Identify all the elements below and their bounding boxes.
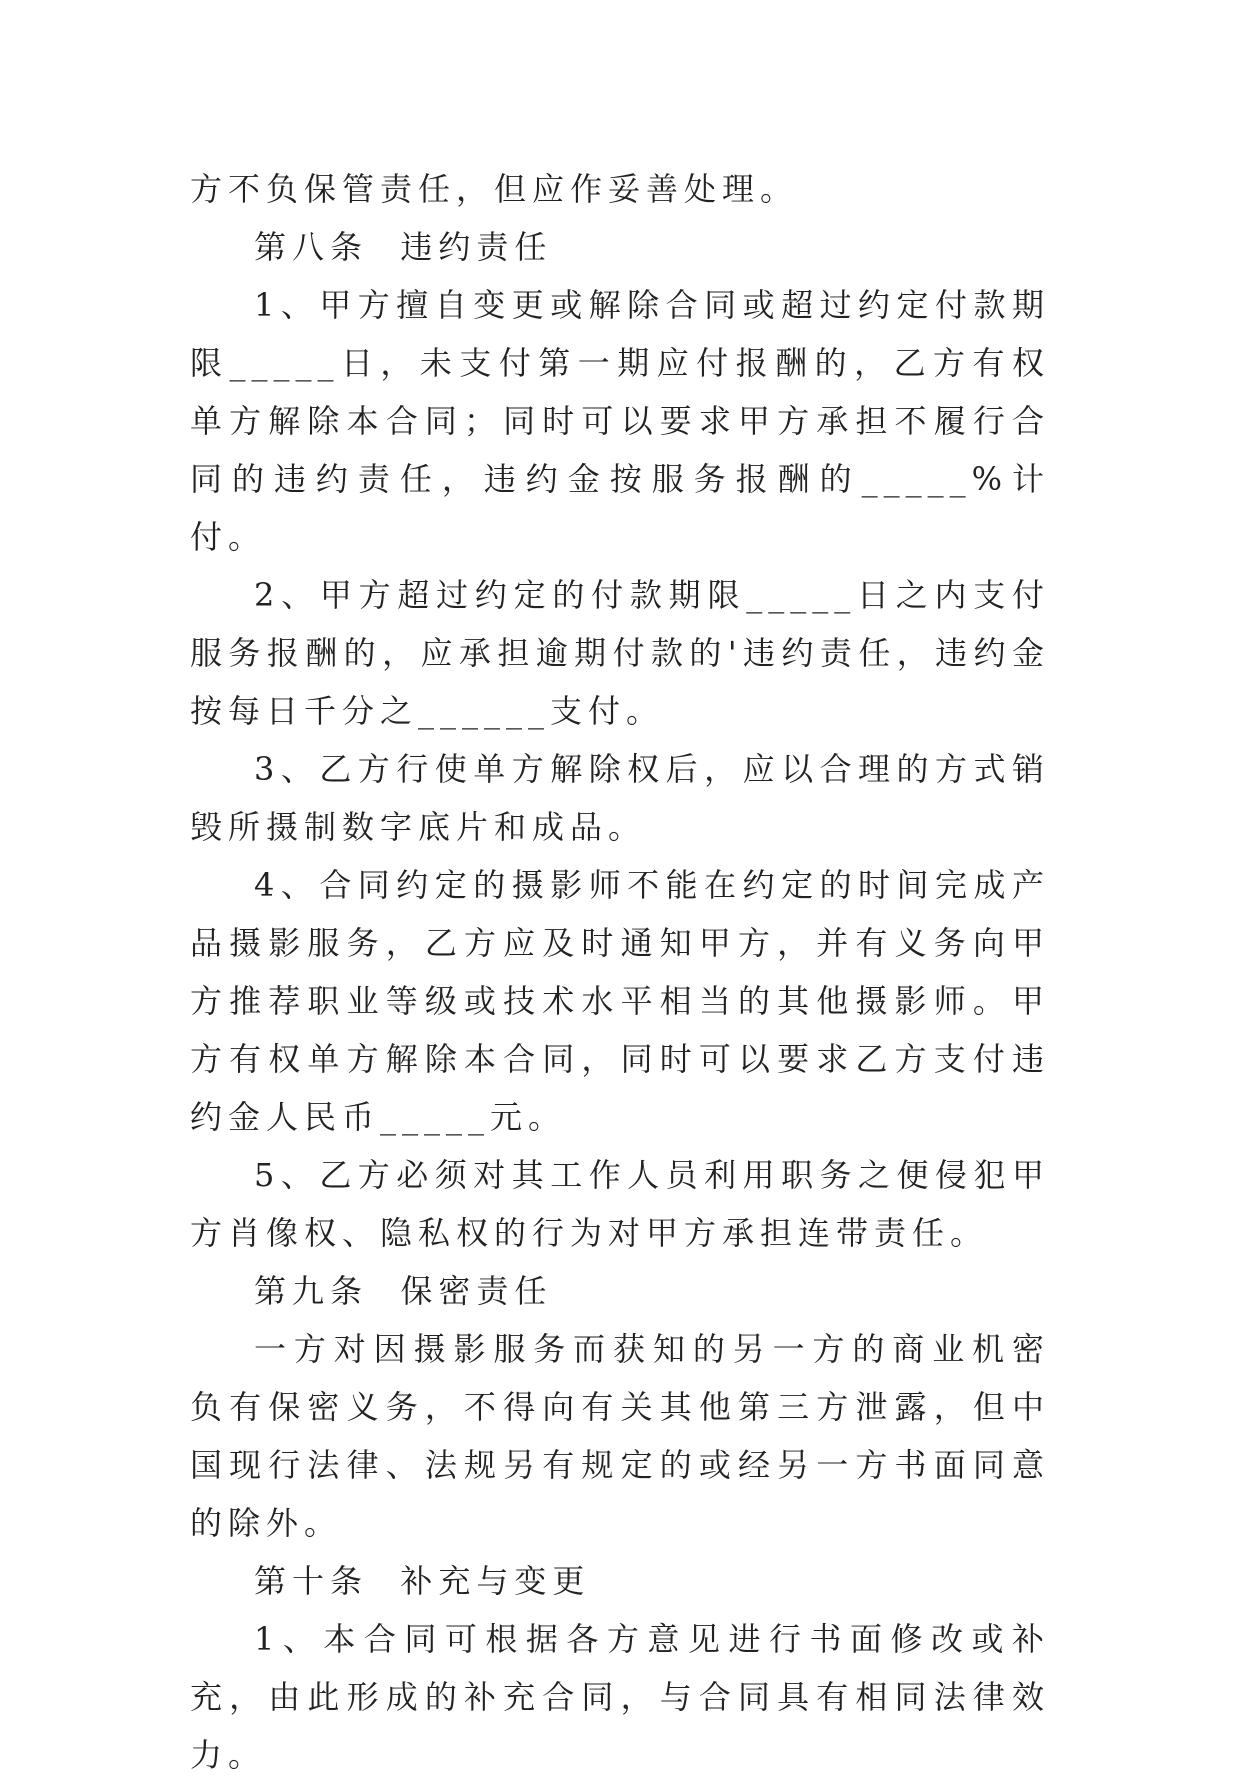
article-8-heading: 第八条 违约责任 [254, 228, 553, 266]
article-9-heading: 第九条 保密责任 [254, 1272, 553, 1310]
article-10-heading: 第十条 补充与变更 [254, 1562, 591, 1600]
article-8-clause-2: 2、甲方超过约定的付款期限_____日之内支付服务报酬的，应承担逾期付款的'违约责任，违约金按每日千分之______支付。 [190, 576, 1050, 730]
article-8-clause-1: 1、甲方擅自变更或解除合同或超过约定付款期限_____日，未支付第一期应付报酬的，乙方有权单方解除本合同；同时可以要求甲方承担不履行合同的违约责任，违约金按服务报酬的_____%计付。 [190, 286, 1050, 556]
article-8-clause-3: 3、乙方行使单方解除权后，应以合理的方式销毁所摄制数字底片和成品。 [190, 750, 1050, 846]
article-8-clause-5: 5、乙方必须对其工作人员利用职务之便侵犯甲方肖像权、隐私权的行为对甲方承担连带责任。 [190, 1156, 1050, 1252]
article-9-body: 一方对因摄影服务而获知的另一方的商业机密负有保密义务，不得向有关其他第三方泄露，但中国现行法律、法规另有规定的或经另一方书面同意的除外。 [190, 1330, 1050, 1542]
article-8-clause-4: 4、合同约定的摄影师不能在约定的时间完成产品摄影服务，乙方应及时通知甲方，并有义务向甲方推荐职业等级或技术水平相当的其他摄影师。甲方有权单方解除本合同，同时可以要求乙方支付违约金人民币_____元。 [190, 866, 1050, 1136]
paragraph-continuation: 方不负保管责任，但应作妥善处理。 [190, 170, 799, 208]
contract-text-body [190, 160, 1050, 1784]
article-10-clause-1: 1、本合同可根据各方意见进行书面修改或补充，由此形成的补充合同，与合同具有相同法律效力。 [190, 1620, 1050, 1774]
